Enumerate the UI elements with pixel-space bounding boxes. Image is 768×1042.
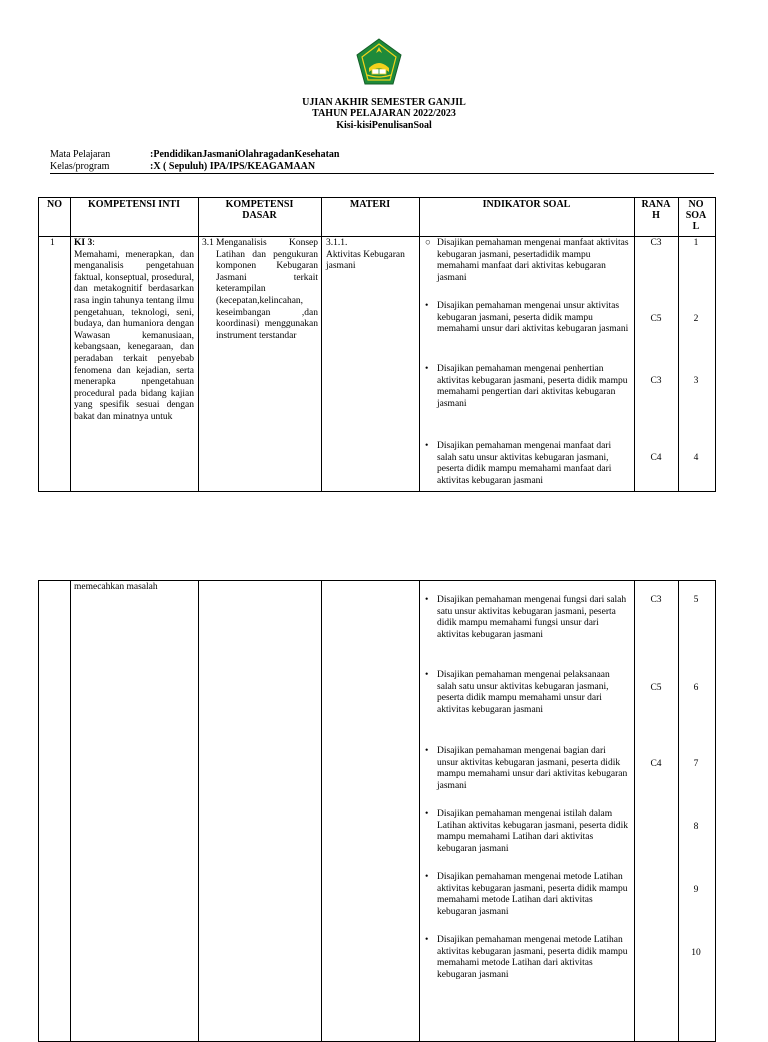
indicator-text: Disajikan pemahaman mengenai metode Latihan aktivitas kebugaran jasmani, peserta didik mampu memahami metode Latihan dari aktivitas kebugaran jasmani (437, 935, 628, 980)
col-header-kd-line1: KOMPETENSI (225, 199, 294, 210)
ki-cell (74, 238, 194, 424)
indicator-item (425, 809, 629, 855)
indicator-item (425, 872, 629, 918)
kd-text: Menganalisis Konsep Latihan dan pengukuran komponen Kebugaran Jasmani terkait keterampilan (kecepatan,kelincahan, keseimbangan ,dan koordinasi) menggunakan instrument terstandar (216, 238, 318, 341)
indicator-text: Disajikan pemahaman mengenai fungsi dari salah satu unsur aktivitas kebugaran jasmani, peserta didik mampu memahami fungsi unsur dari aktivitas kebugaran jasmani (437, 595, 627, 640)
class-label: Kelas/program (50, 161, 110, 172)
col-header-materi: MATERI (349, 199, 391, 210)
ministry-logo-icon (355, 38, 403, 86)
subject-label: Mata Pelajaran (50, 149, 111, 160)
indicator-text: Disajikan pemahaman mengenai manfaat aktivitas kebugaran jasmani, pesertadidik mampu memahami manfaat dari aktivitas kebugaran jasmani (437, 238, 629, 283)
indicator-text: Disajikan pemahaman mengenai bagian dari unsur aktivitas kebugaran jasmani, peserta didik mampu memahami unsur dari aktivitas kebugaran jasmani (437, 746, 628, 791)
col-header-no: NO (47, 199, 62, 210)
bullet-icon: • (425, 809, 429, 819)
class-value: :X ( Sepuluh) IPA/IPS/KEAGAMAAN (150, 161, 316, 172)
indicator-text: Disajikan pemahaman mengenai unsur aktivitas kebugaran jasmani, peserta didik mampu memahami unsur dari aktivitas kebugaran jasmani (437, 301, 629, 335)
col-header-kd-line2: DASAR (242, 210, 277, 221)
indicator-number: 9 (693, 885, 699, 895)
indicator-ranah: C5 (650, 683, 662, 693)
bullet-icon: • (425, 364, 429, 374)
indicator-item (425, 364, 629, 410)
kd-number: 3.1 (202, 238, 214, 248)
indicator-number: 2 (693, 314, 699, 324)
indicator-item (425, 595, 629, 641)
indicator-item (425, 670, 629, 716)
materi-text: Aktivitas Kebugaran jasmani (326, 249, 405, 272)
class-line (50, 161, 315, 172)
indicator-number: 4 (693, 453, 699, 463)
materi-number: 3.1.1. (326, 238, 348, 248)
col-header-kd (198, 199, 321, 221)
col-header-ranah-line2: H (652, 210, 660, 221)
indicator-ranah: C4 (650, 453, 662, 463)
indicator-ranah: C4 (650, 759, 662, 769)
indicator-number: 3 (693, 376, 699, 386)
ki-text: Memahami, menerapkan, dan menganalisis pengetahuan faktual, konseptual, prosedural, dan metakognitif berdasarkan rasa ingin tahunya tentang ilmu pengetahuan, teknologi, seni, budaya, dan humaniora dengan Wawasan kemanusiaan, kebangsaan, kenegaraan, dan peradaban terkait penyebab fenomena dan kejadian, serta menerapka npengetahuan procedural pada bidang kajian yang spesifik sesuai dengan bakat dan minatnya untuk (74, 249, 194, 422)
bullet-icon: • (425, 670, 429, 680)
indicator-item (425, 441, 629, 487)
col-header-nosoal-line2: SOA (685, 210, 707, 221)
col-header-nosoal-line3: L (692, 221, 700, 232)
header-divider (50, 173, 714, 174)
kd-cell (202, 238, 318, 342)
col-header-nosoal (678, 199, 714, 232)
col-header-ranah-line1: RANA (641, 199, 671, 210)
indicator-number: 7 (693, 759, 699, 769)
table-header-divider (38, 236, 715, 237)
academic-year: TAHUN PELAJARAN 2022/2023 (312, 108, 456, 119)
indicator-ranah: C3 (650, 376, 662, 386)
bullet-icon: • (425, 935, 429, 945)
ki-title: KI 3 (74, 238, 93, 248)
indicator-text: Disajikan pemahaman mengenai pelaksanaan salah satu unsur aktivitas kebugaran jasmani, peserta didik mampu memahami unsur dari aktivitas kebugaran jasmani (437, 670, 610, 715)
indicator-number: 10 (691, 948, 701, 958)
hollow-bullet-icon: ○ (425, 238, 431, 248)
bullet-icon: • (425, 746, 429, 756)
indicator-ranah: C5 (650, 314, 662, 324)
ki-colon: : (92, 238, 95, 248)
ki-title-line (74, 238, 194, 250)
indicator-number: 8 (693, 822, 699, 832)
col-header-nosoal-line1: NO (688, 199, 704, 210)
bullet-icon: • (425, 872, 429, 882)
indicator-text: Disajikan pemahaman mengenai istilah dalam Latihan aktivitas kebugaran jasmani, peserta didik mampu memahami Latihan dari aktivitas kebugaran jasmani (437, 809, 628, 854)
bullet-icon: • (425, 441, 429, 451)
exam-title: UJIAN AKHIR SEMESTER GANJIL (302, 97, 466, 108)
indicator-item (425, 238, 629, 284)
indicator-text: Disajikan pemahaman mengenai penhertian aktivitas kebugaran jasmani, peserta didik mampu memahami pengertian dari aktivitas kebugaran jasmani (437, 364, 628, 409)
subject-line (50, 149, 339, 160)
col-header-ranah (634, 199, 678, 221)
col-header-ki: KOMPETENSI INTI (88, 199, 180, 210)
indicator-number: 1 (693, 238, 699, 248)
indicator-item (425, 301, 629, 336)
col-header-indikator: INDIKATOR SOAL (482, 199, 571, 210)
indicator-number: 5 (693, 595, 699, 605)
bullet-icon: • (425, 301, 429, 311)
indicator-ranah: C3 (650, 595, 662, 605)
indicator-item (425, 935, 629, 981)
subject-value: :PendidikanJasmaniOlahragadanKesehatan (150, 149, 340, 160)
ki-text-continued: memecahkan masalah (74, 582, 158, 592)
indicator-item (425, 746, 629, 792)
indicator-number: 6 (693, 683, 699, 693)
indicator-text: Disajikan pemahaman mengenai metode Latihan aktivitas kebugaran jasmani, peserta didik mampu memahami metode Latihan dari aktivitas kebugaran jasmani (437, 872, 628, 917)
document-subtitle: Kisi-kisiPenulisanSoal (336, 120, 432, 131)
bullet-icon: • (425, 595, 429, 605)
indicator-ranah: C3 (650, 238, 662, 248)
indicator-text: Disajikan pemahaman mengenai manfaat dari salah satu unsur aktivitas kebugaran jasmani, peserta didik mampu memahami manfaat dari aktivitas kebugaran jasmani (437, 441, 612, 486)
row-number: 1 (50, 238, 55, 248)
materi-cell (326, 238, 416, 273)
